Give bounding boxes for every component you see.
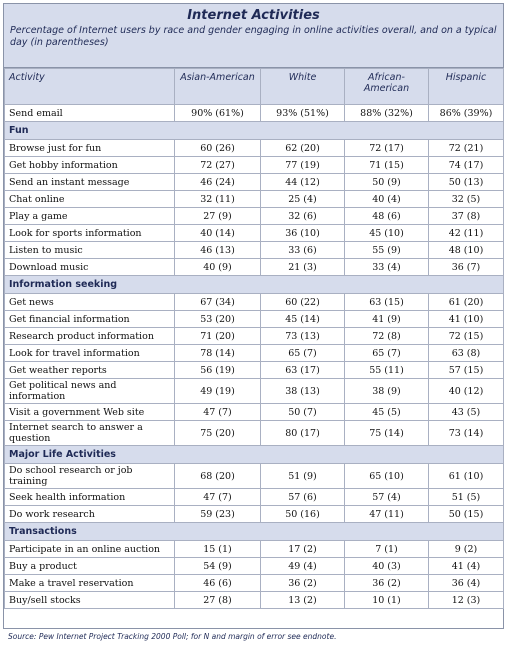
activity-cell: Visit a government Web site — [5, 404, 175, 421]
value-cell: 36 (2) — [345, 575, 429, 592]
value-cell: 57 (6) — [261, 489, 345, 506]
value-cell: 90% (61%) — [175, 105, 261, 122]
value-cell: 36 (2) — [261, 575, 345, 592]
value-cell: 37 (8) — [429, 208, 504, 225]
value-cell: 12 (3) — [429, 592, 504, 609]
value-cell: 45 (14) — [261, 311, 345, 328]
activity-cell: Play a game — [5, 208, 175, 225]
activity-cell: Look for sports information — [5, 225, 175, 242]
column-header-hispanic: Hispanic — [429, 69, 504, 105]
activity-cell: Participate in an online auction — [5, 541, 175, 558]
value-cell: 50 (9) — [345, 174, 429, 191]
value-cell: 78 (14) — [175, 345, 261, 362]
table-row — [5, 140, 504, 157]
activity-cell: Get hobby information — [5, 157, 175, 174]
activity-cell: Do work research — [5, 506, 175, 523]
value-cell: 45 (10) — [345, 225, 429, 242]
value-cell: 36 (4) — [429, 575, 504, 592]
value-cell: 46 (24) — [175, 174, 261, 191]
value-cell: 72 (27) — [175, 157, 261, 174]
value-cell: 93% (51%) — [261, 105, 345, 122]
value-cell: 41 (10) — [429, 311, 504, 328]
table-row — [5, 575, 504, 592]
table-row — [5, 259, 504, 276]
value-cell: 50 (15) — [429, 506, 504, 523]
value-cell: 65 (7) — [261, 345, 345, 362]
column-header-activity: Activity — [5, 69, 175, 105]
table-row — [5, 225, 504, 242]
value-cell: 40 (3) — [345, 558, 429, 575]
value-cell: 73 (14) — [429, 421, 504, 446]
value-cell: 65 (10) — [345, 464, 429, 489]
activity-cell: Download music — [5, 259, 175, 276]
activity-cell: Chat online — [5, 191, 175, 208]
value-cell: 41 (4) — [429, 558, 504, 575]
table-row — [5, 464, 504, 489]
value-cell: 32 (5) — [429, 191, 504, 208]
value-cell: 72 (21) — [429, 140, 504, 157]
value-cell: 33 (4) — [345, 259, 429, 276]
value-cell: 73 (13) — [261, 328, 345, 345]
activity-cell: Buy a product — [5, 558, 175, 575]
activity-cell: Research product information — [5, 328, 175, 345]
value-cell: 60 (26) — [175, 140, 261, 157]
activity-cell: Get financial information — [5, 311, 175, 328]
value-cell: 67 (34) — [175, 294, 261, 311]
section-header-row — [5, 276, 504, 294]
value-cell: 21 (3) — [261, 259, 345, 276]
table-row — [5, 174, 504, 191]
value-cell: 50 (7) — [261, 404, 345, 421]
table-row — [5, 242, 504, 259]
value-cell: 15 (1) — [175, 541, 261, 558]
value-cell: 36 (10) — [261, 225, 345, 242]
value-cell: 32 (6) — [261, 208, 345, 225]
section-header-row — [5, 523, 504, 541]
value-cell: 63 (8) — [429, 345, 504, 362]
value-cell: 75 (14) — [345, 421, 429, 446]
value-cell: 44 (12) — [261, 174, 345, 191]
table-row — [5, 421, 504, 446]
value-cell: 54 (9) — [175, 558, 261, 575]
value-cell: 57 (4) — [345, 489, 429, 506]
activity-cell: Send email — [5, 105, 175, 122]
column-header-asian-american: Asian-American — [175, 69, 261, 105]
table-row — [5, 362, 504, 379]
value-cell: 59 (23) — [175, 506, 261, 523]
value-cell: 71 (15) — [345, 157, 429, 174]
table-row — [5, 294, 504, 311]
value-cell: 48 (6) — [345, 208, 429, 225]
value-cell: 17 (2) — [261, 541, 345, 558]
activity-cell: Browse just for fun — [5, 140, 175, 157]
table-subtitle: Percentage of Internet users by race and gender engaging in online activities overall, and on a typical day (in parentheses) — [10, 25, 497, 48]
value-cell: 62 (20) — [261, 140, 345, 157]
value-cell: 51 (5) — [429, 489, 504, 506]
value-cell: 53 (20) — [175, 311, 261, 328]
value-cell: 40 (9) — [175, 259, 261, 276]
activity-cell: Get political news and information — [5, 379, 175, 404]
value-cell: 63 (17) — [261, 362, 345, 379]
value-cell: 68 (20) — [175, 464, 261, 489]
value-cell: 33 (6) — [261, 242, 345, 259]
activity-cell: Buy/sell stocks — [5, 592, 175, 609]
activity-cell: Seek health information — [5, 489, 175, 506]
value-cell: 36 (7) — [429, 259, 504, 276]
value-cell: 71 (20) — [175, 328, 261, 345]
value-cell: 9 (2) — [429, 541, 504, 558]
value-cell: 74 (17) — [429, 157, 504, 174]
section-title: Information seeking — [5, 276, 504, 294]
table-row — [5, 592, 504, 609]
table-row — [5, 311, 504, 328]
table-row — [5, 379, 504, 404]
table-row — [5, 404, 504, 421]
table-row — [5, 541, 504, 558]
value-cell: 86% (39%) — [429, 105, 504, 122]
section-header-row — [5, 122, 504, 140]
value-cell: 72 (8) — [345, 328, 429, 345]
value-cell: 40 (14) — [175, 225, 261, 242]
activity-cell: Get weather reports — [5, 362, 175, 379]
activity-cell: Internet search to answer a question — [5, 421, 175, 446]
activity-cell: Send an instant message — [5, 174, 175, 191]
value-cell: 45 (5) — [345, 404, 429, 421]
value-cell: 49 (4) — [261, 558, 345, 575]
value-cell: 43 (5) — [429, 404, 504, 421]
value-cell: 47 (7) — [175, 489, 261, 506]
value-cell: 80 (17) — [261, 421, 345, 446]
value-cell: 41 (9) — [345, 311, 429, 328]
table-header-block — [4, 4, 503, 68]
value-cell: 46 (13) — [175, 242, 261, 259]
value-cell: 49 (19) — [175, 379, 261, 404]
table-row — [5, 506, 504, 523]
value-cell: 32 (11) — [175, 191, 261, 208]
section-title: Major Life Activities — [5, 446, 504, 464]
table-row — [5, 328, 504, 345]
value-cell: 7 (1) — [345, 541, 429, 558]
source-note: Source: Pew Internet Project Tracking 2000 Poll; for N and margin of error see endnote. — [8, 632, 337, 641]
column-header-white: White — [261, 69, 345, 105]
value-cell: 65 (7) — [345, 345, 429, 362]
value-cell: 72 (17) — [345, 140, 429, 157]
value-cell: 27 (9) — [175, 208, 261, 225]
column-header-row — [5, 69, 504, 105]
activity-cell: Listen to music — [5, 242, 175, 259]
value-cell: 50 (16) — [261, 506, 345, 523]
value-cell: 55 (11) — [345, 362, 429, 379]
value-cell: 25 (4) — [261, 191, 345, 208]
value-cell: 88% (32%) — [345, 105, 429, 122]
value-cell: 38 (13) — [261, 379, 345, 404]
table-row — [5, 208, 504, 225]
value-cell: 40 (4) — [345, 191, 429, 208]
table-title: Internet Activities — [187, 8, 320, 23]
value-cell: 51 (9) — [261, 464, 345, 489]
value-cell: 50 (13) — [429, 174, 504, 191]
activity-cell: Get news — [5, 294, 175, 311]
table-row — [5, 105, 504, 122]
section-title: Fun — [5, 122, 504, 140]
value-cell: 77 (19) — [261, 157, 345, 174]
value-cell: 57 (15) — [429, 362, 504, 379]
value-cell: 46 (6) — [175, 575, 261, 592]
section-header-row — [5, 446, 504, 464]
value-cell: 13 (2) — [261, 592, 345, 609]
value-cell: 40 (12) — [429, 379, 504, 404]
value-cell: 61 (10) — [429, 464, 504, 489]
activity-cell: Look for travel information — [5, 345, 175, 362]
value-cell: 55 (9) — [345, 242, 429, 259]
activities-table — [4, 68, 504, 609]
value-cell: 38 (9) — [345, 379, 429, 404]
table-row — [5, 191, 504, 208]
value-cell: 10 (1) — [345, 592, 429, 609]
value-cell: 56 (19) — [175, 362, 261, 379]
value-cell: 42 (11) — [429, 225, 504, 242]
value-cell: 47 (7) — [175, 404, 261, 421]
value-cell: 27 (8) — [175, 592, 261, 609]
value-cell: 63 (15) — [345, 294, 429, 311]
value-cell: 48 (10) — [429, 242, 504, 259]
activity-cell: Make a travel reservation — [5, 575, 175, 592]
section-title: Transactions — [5, 523, 504, 541]
table-row — [5, 558, 504, 575]
value-cell: 75 (20) — [175, 421, 261, 446]
value-cell: 47 (11) — [345, 506, 429, 523]
table-frame — [3, 3, 504, 629]
table-row — [5, 489, 504, 506]
value-cell: 60 (22) — [261, 294, 345, 311]
activity-cell: Do school research or job training — [5, 464, 175, 489]
value-cell: 61 (20) — [429, 294, 504, 311]
table-row — [5, 345, 504, 362]
value-cell: 72 (15) — [429, 328, 504, 345]
column-header-african-american: African-American — [345, 69, 429, 105]
table-row — [5, 157, 504, 174]
